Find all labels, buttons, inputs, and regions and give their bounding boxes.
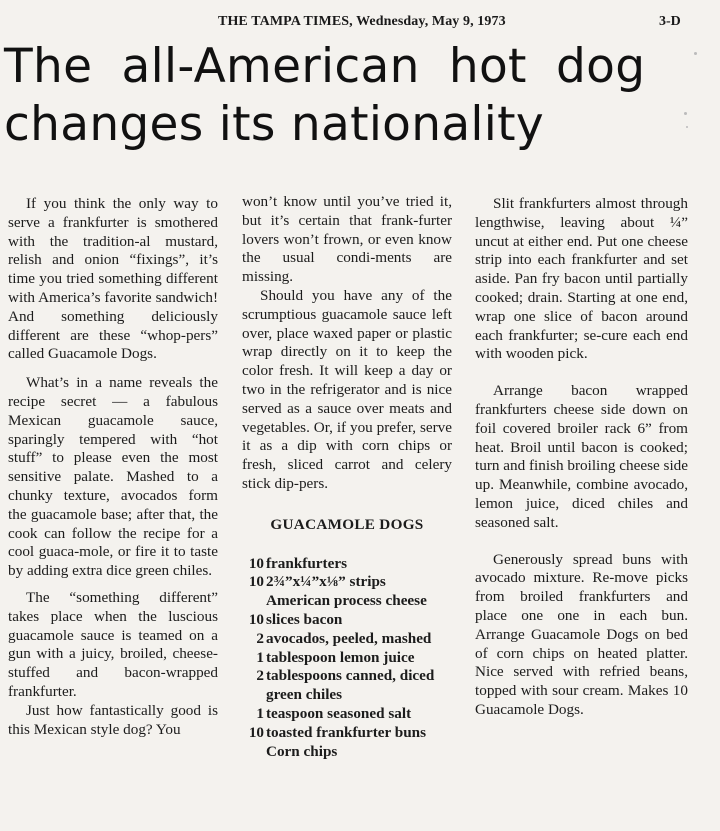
ingredient-list — [242, 555, 452, 762]
paragraph: The “something different” takes place when the luscious guacamole sauce is teamed on a gun with a juicy, broiled, cheese-stuffed and bacon-wrapped frankfurter. — [8, 588, 218, 700]
ingredient-item — [242, 705, 452, 724]
ingredient-text: toasted frankfurter buns — [266, 723, 427, 741]
ingredient-qty: 1 — [256, 648, 264, 666]
ingredient-text: avocados, peeled, mashed — [266, 629, 432, 647]
article-column-3 — [475, 195, 688, 720]
ingredient-continuation: green chiles — [266, 686, 343, 704]
ingredient-text: frankfurters — [266, 554, 347, 572]
masthead — [0, 14, 720, 36]
article-column-2 — [242, 193, 452, 761]
ingredient-item — [242, 630, 452, 649]
paragraph: What’s in a name reveals the recipe secret — a fabulous Mexican guacamole sauce, sparingly tempered with “hot stuff” to please even the most sensitive palate. Mashed to a chunky texture, avocados form the guacamole base; after that, the cook can follow the recipe for a cool guaca-mole, or fire it to taste by adding extra dice green chiles. — [8, 374, 218, 580]
print-speck — [686, 126, 688, 128]
ingredient-item — [242, 573, 452, 611]
paragraph: Arrange bacon wrapped frankfurters cheese side down on foil covered broiler rack 6” from heat. Broil until bacon is cooked; turn and finish broiling cheese side up. Meanwhile, combine avocado, lemon juice, diced chiles and seasoned salt. — [475, 382, 688, 531]
paragraph: won’t know until you’ve tried it, but it’s certain that frank-furter lovers won’t frown, or even know the usual condi-ments are missing. — [242, 193, 452, 286]
paragraph: Should you have any of the scrumptious guacamole sauce left over, place waxed paper or plastic wrap directly on it to keep the color fresh. It will keep a day or two in the refrigerator and is nice served as a sauce over meats and vegetables. Or, if you prefer, serve it as a dip with corn chips or fresh, sliced carrot and celery stick dip-pers. — [242, 286, 452, 492]
ingredient-qty: 10 — [248, 554, 264, 572]
paragraph: Generously spread buns with avocado mixture. Re-move picks from broiled frankfurters and place one one in each bun. Arrange Guacamole Dogs on bed of corn chips on heated platter. Nice served with refried beans, topped with sour cream. Makes 10 Guacamole Dogs. — [475, 550, 688, 718]
ingredient-item — [242, 724, 452, 762]
ingredient-qty: 1 — [256, 704, 264, 722]
ingredient-text: 2¾”x¼”x⅛” strips — [266, 573, 386, 591]
ingredient-item — [242, 667, 452, 705]
print-speck — [694, 52, 697, 55]
ingredient-qty: 2 — [256, 667, 264, 685]
paragraph: If you think the only way to serve a frankfurter is smothered with the tradition-al mustard, relish and onion “fixings”, it’s time you tried something different with America’s favorite sandwich! And something deliciously different are these “whop-pers” called Guacamole Dogs. — [8, 195, 218, 363]
ingredient-qty: 10 — [248, 573, 264, 591]
ingredient-text: tablespoons canned, diced — [266, 667, 435, 685]
newspaper-dateline: THE TAMPA TIMES, Wednesday, May 9, 1973 — [218, 14, 506, 29]
ingredient-text: tablespoon lemon juice — [266, 648, 415, 666]
ingredient-qty: 2 — [256, 629, 264, 647]
paragraph: Just how fantastically good is this Mexican style dog? You — [8, 701, 218, 738]
headline-line-1: The all-American hot dog — [4, 39, 646, 94]
ingredient-item — [242, 555, 452, 574]
ingredient-text: teaspoon seasoned salt — [266, 704, 412, 722]
headline — [4, 38, 716, 154]
ingredient-item — [242, 649, 452, 668]
ingredient-continuation: American process cheese — [266, 592, 427, 610]
ingredient-continuation: Corn chips — [266, 742, 338, 760]
ingredient-item — [242, 611, 452, 630]
article-column-1 — [8, 195, 218, 739]
recipe-title: GUACAMOLE DOGS — [270, 515, 424, 533]
paragraph: Slit frankfurters almost through lengthwise, leaving about ¼” uncut at either end. Put one cheese strip into each frankfurter and set aside. Pan fry bacon until partially cooked; drain. Starting at one end, wrap one slice of bacon around each frankfurter; se-cure each end with wooden pick. — [475, 195, 688, 363]
print-speck — [684, 112, 687, 115]
ingredient-qty: 10 — [248, 610, 264, 628]
page-number: 3-D — [659, 14, 681, 29]
headline-line-2: changes its nationality — [4, 97, 544, 152]
ingredient-qty: 10 — [248, 723, 264, 741]
ingredient-text: slices bacon — [266, 610, 343, 628]
